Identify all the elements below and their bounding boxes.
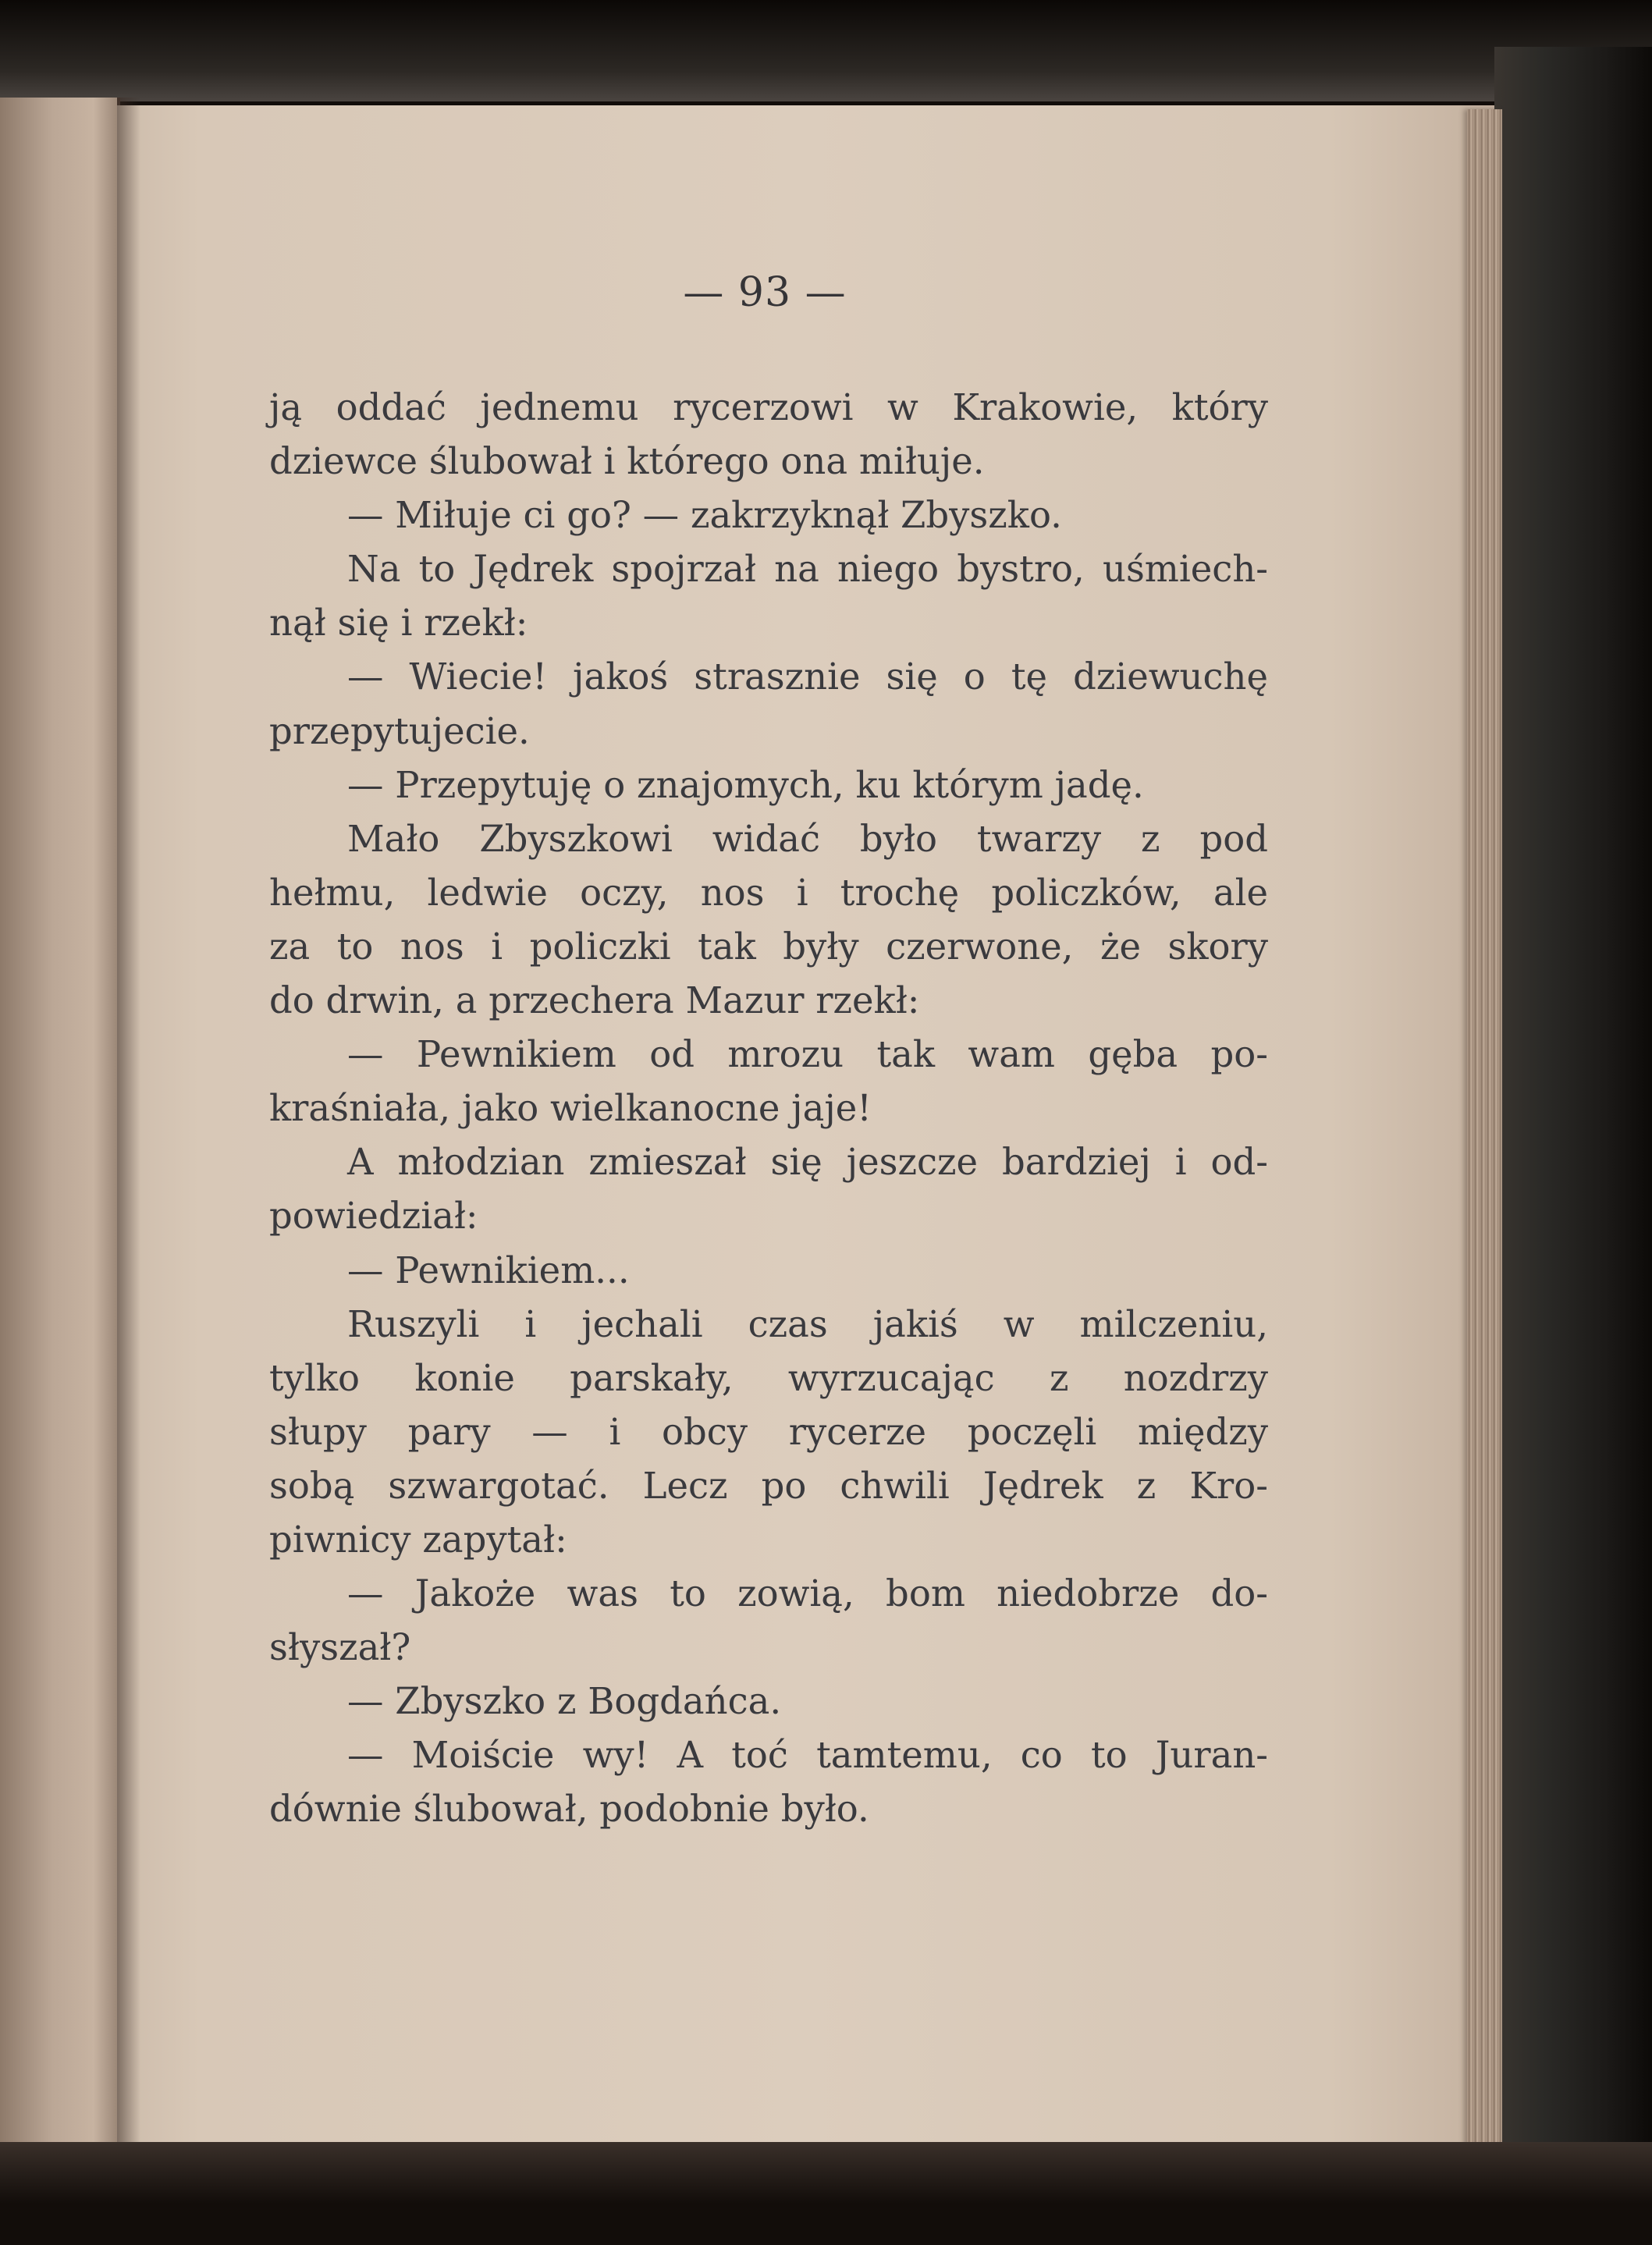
page-number: — 93 — — [683, 269, 847, 316]
text-line: Mało Zbyszkowi widać było twarzy z pod — [347, 817, 1268, 860]
page-stack-edge — [1467, 109, 1502, 2146]
text-line: Na to Jędrek spojrzał na niego bystro, uśmiech- — [347, 548, 1268, 591]
text-line: za to nos i policzki tak były czerwone, że skory — [269, 925, 1268, 968]
text-line: hełmu, ledwie oczy, nos i trochę policzków, ale — [269, 871, 1268, 914]
text-line: dównie ślubował, podobnie było. — [269, 1788, 869, 1831]
text-line: przepytujecie. — [269, 709, 530, 752]
background-top — [0, 0, 1652, 101]
text-line: piwnicy zapytał: — [269, 1518, 567, 1561]
text-line: ją oddać jednemu rycerzowi w Krakowie, który — [269, 386, 1268, 428]
text-line: dziewce ślubował i którego ona miłuje. — [269, 440, 985, 483]
text-line: — Pewnikiem... — [347, 1249, 630, 1291]
text-line: — Przepytuję o znajomych, ku którym jadę. — [347, 763, 1144, 806]
text-line: nął się i rzekł: — [269, 602, 528, 645]
text-line: — Moiście wy! A toć tamtemu, co to Juran- — [347, 1734, 1268, 1777]
text-line: — Zbyszko z Bogdańca. — [347, 1680, 782, 1723]
text-line: — Wiecie! jakoś strasznie się o tę dziewuchę — [347, 655, 1268, 698]
text-line: słupy pary — i obcy rycerze poczęli między — [269, 1410, 1268, 1453]
left-page-edge — [0, 98, 120, 2142]
page-text — [269, 381, 1268, 1837]
book-cover-edge — [1494, 47, 1652, 2216]
text-line: sobą szwargotać. Lecz po chwili Jędrek z Kro- — [269, 1464, 1268, 1507]
text-line: A młodzian zmieszał się jeszcze bardziej i od- — [347, 1141, 1268, 1184]
text-line: — Miłuje ci go? — zakrzyknął Zbyszko. — [347, 494, 1062, 537]
text-line: kraśniała, jako wielkanocne jaje! — [269, 1087, 872, 1130]
text-line: — Pewnikiem od mrozu tak wam gęba po- — [347, 1033, 1268, 1076]
background-bottom — [0, 2142, 1652, 2245]
gutter-shadow — [117, 98, 140, 2142]
text-line: tylko konie parskały, wyrzucając z nozdrzy — [269, 1356, 1268, 1399]
text-line: Ruszyli i jechali czas jakiś w milczeniu, — [347, 1302, 1268, 1345]
text-line: — Jakoże was to zowią, bom niedobrze do- — [347, 1572, 1268, 1615]
text-line: do drwin, a przechera Mazur rzekł: — [269, 979, 920, 1022]
text-line: powiedział: — [269, 1195, 478, 1238]
text-line: słyszał? — [269, 1626, 411, 1669]
